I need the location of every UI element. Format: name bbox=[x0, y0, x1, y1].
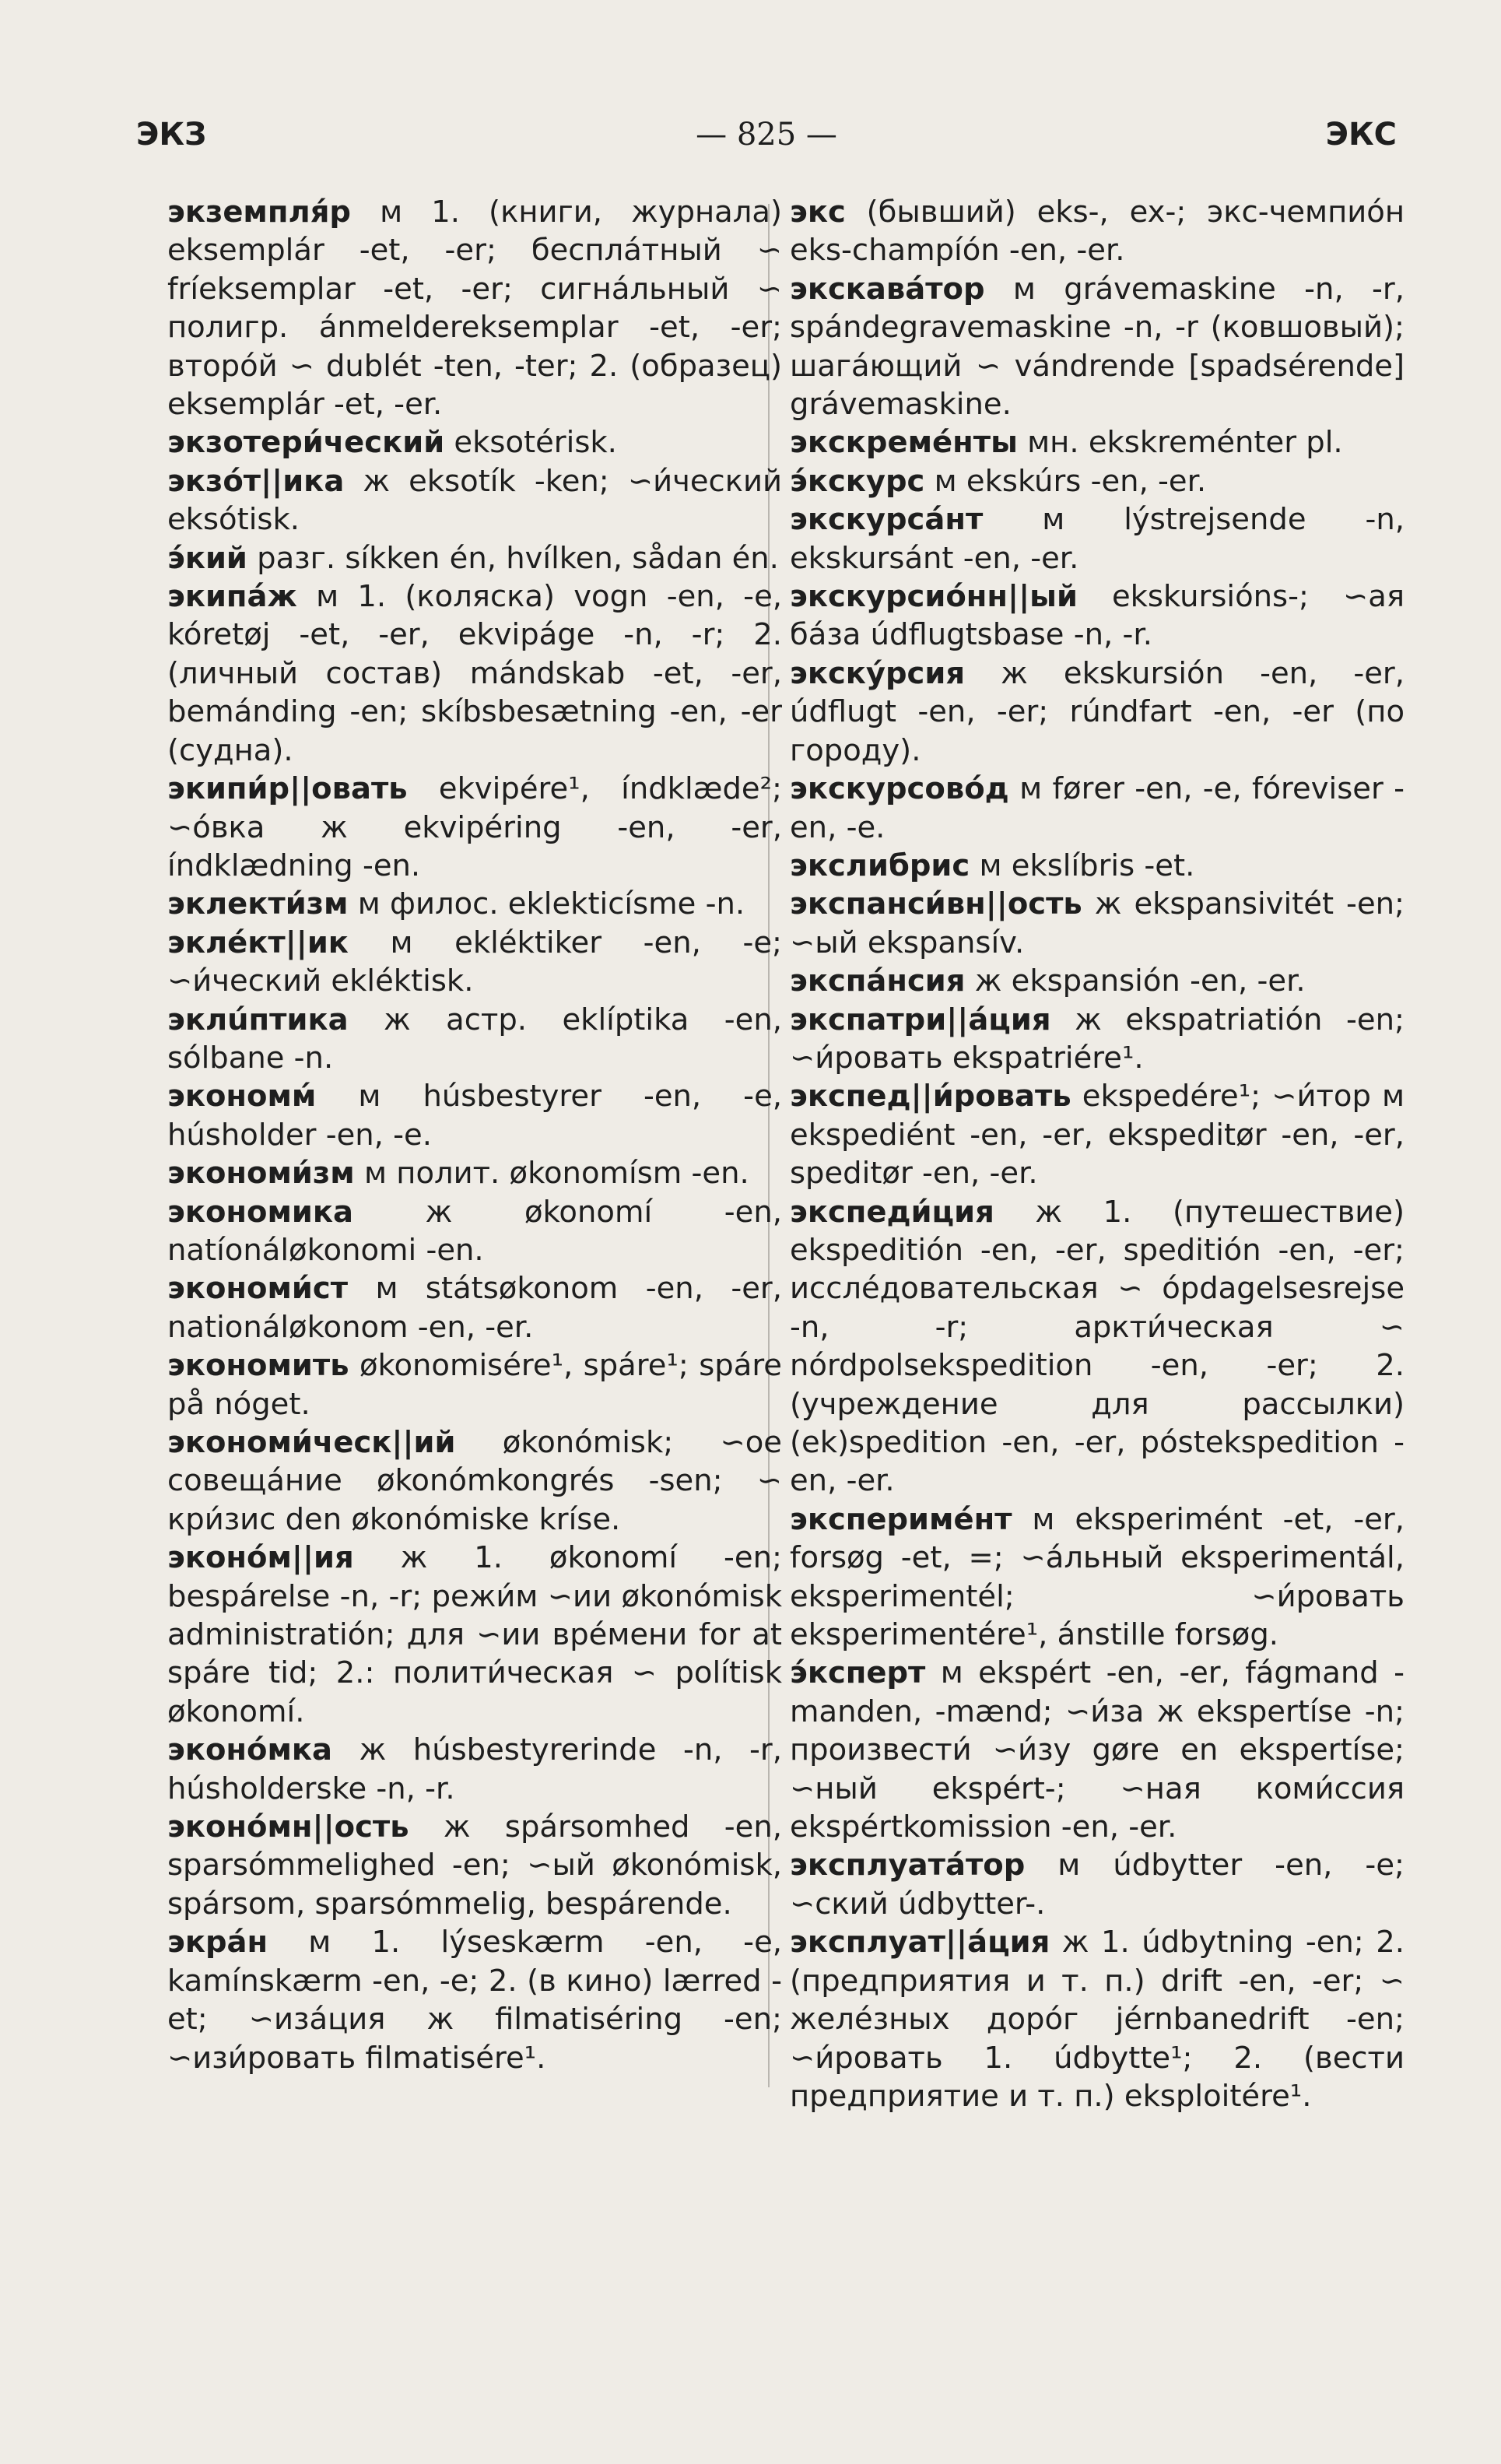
dictionary-entry: экономи́ческ||ий økonómisk; ∽ое совещáние økonómkongrés -sen; ∽ кри́зис den økonómiske kríse. bbox=[167, 1425, 782, 1537]
dictionary-entry: эконóмн||ость ж spársomhed -en, sparsómmelighed -en; ∽ый økonómisk, spársom, sparsómmelig, bespárende. bbox=[167, 1809, 782, 1922]
dictionary-entry: эклéкт||ик м ekléktiker -en, -e; ∽и́ческий ekléktisk. bbox=[167, 925, 782, 999]
header-right-guideword: ЭКС bbox=[1325, 117, 1397, 153]
dictionary-entry: экономить økonomisére¹, spáre¹; spáre på nóget. bbox=[167, 1348, 782, 1422]
dictionary-entry: экс (бывший) eks-, ex-; экс-чемпиóн eks-champíón -en, -er. bbox=[790, 195, 1405, 269]
dictionary-entry: экономи́ст м státsøkonom -en, -er, nationáløkonom -en, -er. bbox=[167, 1271, 782, 1345]
dictionary-entry: эконóм||ия ж 1. økonomí -en; bespárelse -n, -r; режи́м ∽ии økonómisk administratión; для ∽ии врéмени for at spáre tid; 2.: полити́ческая ∽ polítisk økonomí. bbox=[167, 1540, 782, 1729]
page-header bbox=[136, 117, 1397, 163]
dictionary-entry: экономм́ м húsbestyrer -en, -e, húsholder -en, -e. bbox=[167, 1079, 782, 1153]
dictionary-entry: эксплуатáтор м údbytter -en, -e; ∽ский údbytter-. bbox=[790, 1848, 1405, 1922]
dictionary-entry: экскýрсия ж ekskursión -en, -er, údflugt -en, -er; rúndfart -en, -er (по городу). bbox=[790, 655, 1405, 768]
dictionary-entry: экслибрис м ekslíbris -et. bbox=[790, 848, 1195, 883]
dictionary-entry: экскремéнты мн. ekskreménter pl. bbox=[790, 425, 1343, 461]
dictionary-entry: экипи́р||овать ekvipére¹, índklæde²; ∽óвка ж ekvipéring -en, -er, índklædning -en. bbox=[167, 771, 782, 883]
dictionary-entry: экспанси́вн||ость ж ekspansivitét -en; ∽ый ekspansív. bbox=[790, 886, 1405, 960]
header-left-guideword: ЭКЗ bbox=[136, 117, 207, 153]
dictionary-entry: экскавáтор м grávemaskine -n, -r, spándegravemaskine -n, -r (ковшовый); шагáющий ∽ vándrende [spadsérende] grávemaskine. bbox=[790, 271, 1405, 423]
dictionary-entry: экономика ж økonomí -en, natíonáløkonomi -en. bbox=[167, 1194, 782, 1268]
dictionary-entry: экзóт||ика ж eksotík -ken; ∽и́ческий eksótisk. bbox=[167, 463, 782, 538]
dictionary-entry: экспáнсия ж ekspansión -en, -er. bbox=[790, 963, 1306, 999]
right-column bbox=[790, 193, 1405, 2115]
dictionary-entry: экземпля́р м 1. (книги, журнала) eksemplár -et, -er; бесплáтный ∽ fríeksemplar -et, -er; сигнáльный ∽ полигр. ánmeldereksemplar -et, -er; вторóй ∽ dublét -ten, -ter; 2. (образец) eksemplár -et, -er. bbox=[167, 195, 782, 423]
dictionary-entry: экипáж м 1. (коляска) vogn -en, -e, kóretøj -et, -er, ekvipáge -n, -r; 2. (личный состав) mándskab -et, -er, bemánding -en; skíbsbesætning -en, -er (судна). bbox=[167, 579, 782, 768]
dictionary-entry: эксплуат||áция ж 1. údbytning -en; 2. (предприятия и т. п.) drift -en, -er; ∽ желéзных дорóг jérnbanedrift -en; ∽и́ровать 1. údbytte¹; 2. (вести предприятие и т. п.) eksploitére¹. bbox=[790, 1925, 1405, 2114]
page-number: — 825 — bbox=[696, 117, 837, 153]
dictionary-entry: экономи́зм м полит. økonomísm -en. bbox=[167, 1156, 749, 1192]
dictionary-entry: эклекти́зм м филос. eklekticísme -n. bbox=[167, 886, 745, 922]
dictionary-entry: экскурсиóнн||ый ekskursións-; ∽ая бáза údflugtsbase -n, -r. bbox=[790, 579, 1405, 653]
dictionary-entry: экспатри||áция ж ekspatriatión -en; ∽и́ровать ekspatriére¹. bbox=[790, 1002, 1405, 1076]
dictionary-entry: экскурсáнт м lýstrejsende -n, ekskursánt -en, -er. bbox=[790, 502, 1405, 576]
dictionary-entry: экрáн м 1. lýseskærm -en, -e, kamínskærm -en, -e; 2. (в кино) lærred -et; ∽изáция ж filmatiséring -en; ∽изи́ровать filmatisére¹. bbox=[167, 1925, 782, 2076]
dictionary-entry: экспед||и́ровать ekspedére¹; ∽и́тор м ekspediént -en, -er, ekspeditør -en, -er, speditør -en, -er. bbox=[790, 1079, 1405, 1192]
dictionary-entry: э́ксперт м ekspért -en, -er, fágmand -manden, -mænd; ∽и́за ж ekspertíse -n; произвести́ ∽и́зу gøre en ekspertíse; ∽ный ekspért-; ∽ная коми́ссия ekspértkomission -en, -er. bbox=[790, 1655, 1405, 1845]
dictionary-entry: эклúптика ж астр. eklíptika -en, sólbane -n. bbox=[167, 1002, 782, 1076]
dictionary-entry: э́кскурс м ekskúrs -en, -er. bbox=[790, 463, 1207, 499]
dictionary-entry: эксперимéнт м eksperimént -et, -er, forsøg -et, =; ∽áльный eksperimentál, eksperimentél; ∽и́ровать eksperimentére¹, ánstille forsøg. bbox=[790, 1501, 1405, 1653]
dictionary-entry: экспеди́ция ж 1. (путешествие) ekspeditión -en, -er, speditión -en, -er; исслéдовательская ∽ ópdagelsesrejse -n, -r; аркти́ческая ∽ nórdpolsekspedition -en, -er; 2. (учреждение для рассылки) (ek)spedition -en, -er, póstekspedition -en, -er. bbox=[790, 1194, 1405, 1499]
dictionary-entry: эконóмка ж húsbestyrerinde -n, -r, húsholderske -n, -r. bbox=[167, 1732, 782, 1806]
dictionary-entry: экзотери́ческий eksotérisk. bbox=[167, 425, 617, 461]
left-column bbox=[167, 193, 782, 2077]
dictionary-entry: экскурсовóд м førеr -en, -e, fóreviser -en, -e. bbox=[790, 771, 1405, 845]
dictionary-entry: э́кий разг. síkken én, hvílken, sådan én. bbox=[167, 540, 779, 576]
